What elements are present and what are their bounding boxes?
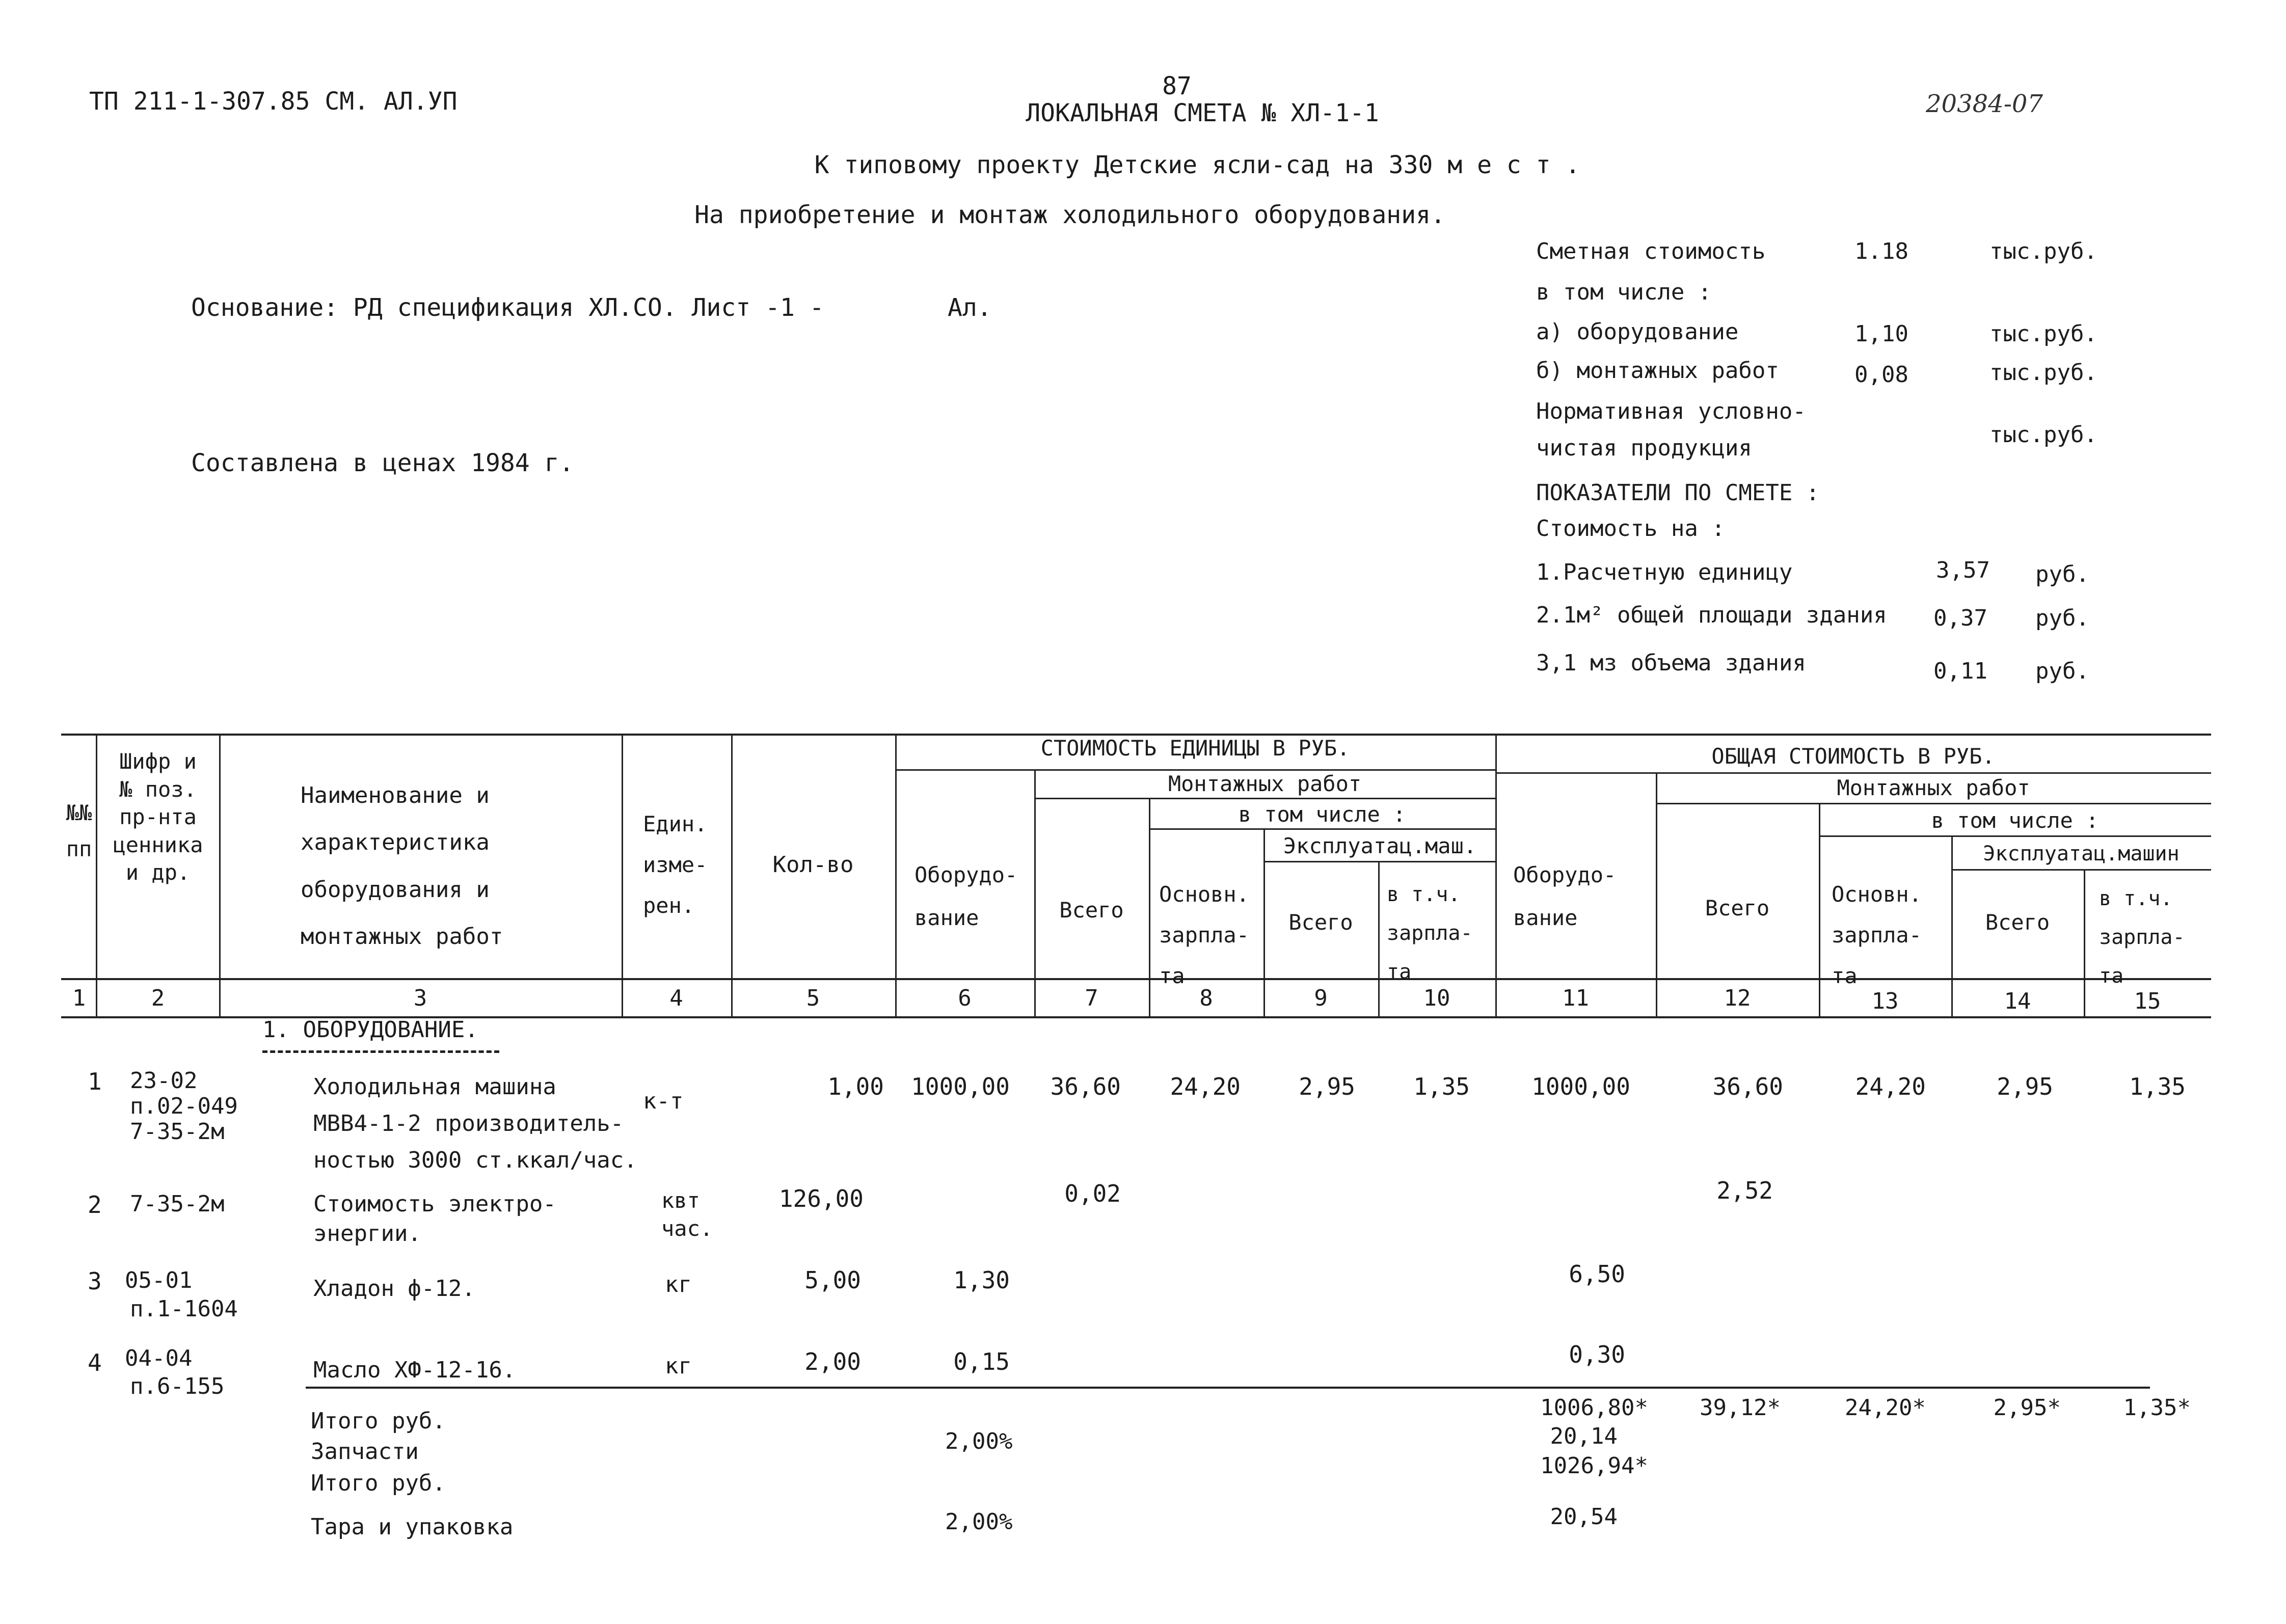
header-unit-incl-salary: в т.ч. зарпла- та [1387,883,1473,984]
indicator-3-value: 0,11 [1933,658,1987,684]
project-subtitle: К типовому проекту Детские ясли-сад на 330 м е с т . [814,151,1580,179]
column-number: 14 [2004,988,2031,1014]
row-total-incl-salary: 1,35 [2129,1073,2186,1100]
header-total-expl: Эксплуатац.машин [1983,842,2180,865]
itogo-label: Итого руб. [311,1408,446,1434]
row-unit-equipment: 1,30 [953,1266,1010,1294]
page-number: 87 [1162,72,1192,100]
column-number: 8 [1199,985,1213,1011]
totals-rule [306,1387,2150,1389]
header-unit-base-salary: Основн. зарпла- та [1159,882,1250,988]
grid-line [1149,798,1150,1018]
header-total-incl: в том числе : [1931,808,2099,833]
total-mont-rule [1656,803,2211,804]
column-number: 12 [1724,985,1751,1011]
column-number: 7 [1085,985,1098,1011]
header-total-mont-total: Всего [1705,896,1770,921]
row-total-mont-total: 36,60 [1712,1073,1783,1100]
row-name-line: МВВ4-1-2 производитель- [313,1111,624,1136]
header-unit-cost: СТОИМОСТЬ ЕДИНИЦЫ В РУБ. [1040,736,1350,761]
basis-line: Основание: РД спецификация ХЛ.СО. Лист -1 - [191,293,824,322]
grid-line [219,734,221,1018]
unit-cost-rule [897,769,1495,771]
row-name-line: ностью 3000 ст.ккал/час. [313,1147,637,1173]
header-total-expl-total: Всего [1985,910,2050,935]
row-code-line: 23-02 [130,1068,198,1094]
row-unit: к-т [643,1088,684,1114]
itogo-total-base-salary: 24,20* [1845,1395,1926,1421]
summary-cost-unit: тыс.руб. [1989,238,2097,264]
itogo2-label: Итого руб. [311,1470,446,1496]
summary-mont-label: б) монтажных работ [1536,358,1779,384]
header-row-number: №№ пп [66,800,92,862]
row-unit: кг [665,1353,692,1379]
grid-line [895,734,897,1018]
grid-line [1656,772,1657,1018]
row-unit-incl-salary: 1,35 [1413,1073,1470,1100]
itogo-total-incl-salary: 1,35* [2123,1395,2191,1421]
row-name-line: Холодильная машина [313,1074,556,1100]
summary-norm-unit: тыс.руб. [1989,422,2097,448]
row-unit-expl-total: 2,95 [1299,1073,1355,1100]
header-total-incl-salary: в т.ч. зарпла- та [2099,887,2185,988]
header-unit-expl-total: Всего [1288,910,1353,935]
row-total-equipment: 1000,00 [1531,1073,1630,1100]
header-unit-equipment: Оборудо- вание [915,862,1018,930]
column-number: 15 [2134,988,2161,1014]
grid-line [1819,803,1820,1018]
header-total-base-salary: Основн. зарпла- та [1832,882,1922,988]
summary-cost-label: Сметная стоимость [1536,238,1766,264]
header-total-equipment: Оборудо- вание [1513,862,1617,930]
indicator-3-label: 3,1 мз объема здания [1536,650,1806,676]
row-total-equipment: 0,30 [1569,1341,1625,1368]
header-quantity: Кол-во [772,852,854,878]
total-incl-rule [1819,835,2211,837]
summary-equipment-label: а) оборудование [1536,319,1739,345]
total-cost-rule [1495,772,2211,774]
row-unit-equipment: 1000,00 [911,1073,1010,1100]
row-quantity: 5,00 [804,1266,861,1294]
section-title: 1. ОБОРУДОВАНИЕ. [262,1017,478,1043]
header-total-mont: Монтажных работ [1837,775,2030,800]
header-unit-mont-total: Всего [1059,898,1124,923]
row-code-line: п.6-155 [130,1373,225,1399]
archive-stamp: 20384-07 [1926,90,2043,118]
indicator-2-value: 0,37 [1933,605,1987,631]
row-code-line: 05-01 [125,1267,193,1293]
row-total-equipment: 6,50 [1569,1260,1625,1288]
section-underline [262,1050,499,1053]
summary-equipment-unit: тыс.руб. [1989,321,2097,347]
row-code-line: 7-35-2м [130,1119,225,1145]
row-unit-base-salary: 24,20 [1170,1073,1241,1100]
spare-parts-percent: 2,00% [945,1428,1013,1454]
grid-line [1495,734,1497,1018]
column-number: 5 [806,985,820,1011]
column-number: 6 [958,985,972,1011]
header-name: Наименование и характеристика оборудования и монтажных работ [301,782,503,950]
column-number: 13 [1871,988,1899,1014]
row-total-expl-total: 2,95 [1997,1073,2053,1100]
unit-mont-rule [1034,798,1495,799]
row-code-line: 04-04 [125,1345,193,1371]
column-number: 3 [413,985,427,1011]
row-total-mont-total: 2,52 [1716,1177,1773,1204]
grid-line [622,734,623,1018]
spare-parts-total: 20,14 [1550,1423,1618,1449]
column-number: 9 [1314,985,1328,1011]
summary-cost-per-label: Стоимость на : [1536,516,1725,542]
row-name-line: Хладон ф-12. [313,1276,475,1302]
indicator-2-label: 2.1м² общей площади здания [1536,602,1887,628]
row-name-line: Стоимость электро- [313,1191,556,1217]
itogo2-total-equipment: 1026,94* [1540,1453,1648,1479]
packaging-percent: 2,00% [945,1509,1013,1535]
total-expl-rule [1951,869,2211,871]
indicator-1-unit: руб. [2035,561,2089,587]
packaging-label: Тара и упаковка [311,1514,514,1540]
summary-indicators-label: ПОКАЗАТЕЛИ ПО СМЕТЕ : [1536,480,1820,506]
row-unit: квт час. [661,1188,713,1241]
row-number: 3 [88,1267,102,1295]
indicator-1-label: 1.Расчетную единицу [1536,559,1793,585]
row-code-line: п.02-049 [130,1093,238,1119]
header-unit-mont: Монтажных работ [1168,771,1362,796]
basis-suffix: Ал. [948,293,992,322]
summary-norm-label-2: чистая продукция [1536,435,1752,461]
spare-parts-label: Запчасти [311,1439,419,1465]
row-unit-equipment: 0,15 [953,1348,1010,1375]
row-unit-mont-total: 36,60 [1050,1073,1121,1100]
summary-equipment-value: 1,10 [1854,321,1908,347]
column-number: 2 [151,985,165,1011]
summary-mont-value: 0,08 [1854,362,1908,388]
row-number: 1 [88,1068,102,1095]
row-number: 4 [88,1349,102,1376]
row-code-line: п.1-1604 [130,1296,238,1322]
work-subtitle: На приобретение и монтаж холодильного оборудования. [694,201,1445,229]
row-number: 2 [88,1191,102,1219]
row-name-line: энергии. [313,1221,421,1247]
row-unit: кг [665,1271,692,1297]
document-title: ЛОКАЛЬНАЯ СМЕТА № ХЛ-1-1 [1026,99,1379,127]
packaging-total: 20,54 [1550,1504,1618,1530]
column-number: 11 [1562,985,1589,1011]
document-code: ТП 211-1-307.85 СМ. АЛ.УП [89,87,458,116]
column-number: 1 [72,985,86,1011]
itogo-total-mont: 39,12* [1700,1395,1781,1421]
compiled-prices: Составлена в ценах 1984 г. [191,449,574,477]
row-quantity: 2,00 [804,1348,861,1375]
row-quantity: 126,00 [778,1185,864,1212]
row-quantity: 1,00 [827,1073,884,1100]
grid-line [1034,769,1036,1018]
unit-incl-rule [1149,828,1495,830]
row-code-line: 7-35-2м [130,1191,225,1217]
indicator-3-unit: руб. [2035,658,2089,684]
row-total-base-salary: 24,20 [1855,1073,1926,1100]
header-unit-incl: в том числе : [1238,802,1406,827]
itogo-total-expl: 2,95* [1993,1395,2061,1421]
row-name-line: Масло ХФ-12-16. [313,1357,516,1383]
header-total-cost: ОБЩАЯ СТОИМОСТЬ В РУБ. [1711,744,1995,769]
column-number: 4 [669,985,683,1011]
itogo-total-equipment: 1006,80* [1540,1395,1648,1421]
column-number: 10 [1423,985,1450,1011]
header-unit-expl: Эксплуатац.маш. [1283,833,1477,858]
row-unit-mont-total: 0,02 [1064,1180,1121,1207]
summary-norm-label-1: Нормативная условно- [1536,398,1806,424]
header-unit: Един. изме- рен. [643,811,708,918]
header-code: Шифр и № поз. пр-нта ценника и др. [113,749,203,885]
indicator-2-unit: руб. [2035,605,2089,631]
summary-cost-value: 1.18 [1854,238,1908,264]
summary-mont-unit: тыс.руб. [1989,360,2097,386]
indicator-1-value: 3,57 [1936,557,1990,583]
summary-incl-label: в том числе : [1536,279,1712,305]
